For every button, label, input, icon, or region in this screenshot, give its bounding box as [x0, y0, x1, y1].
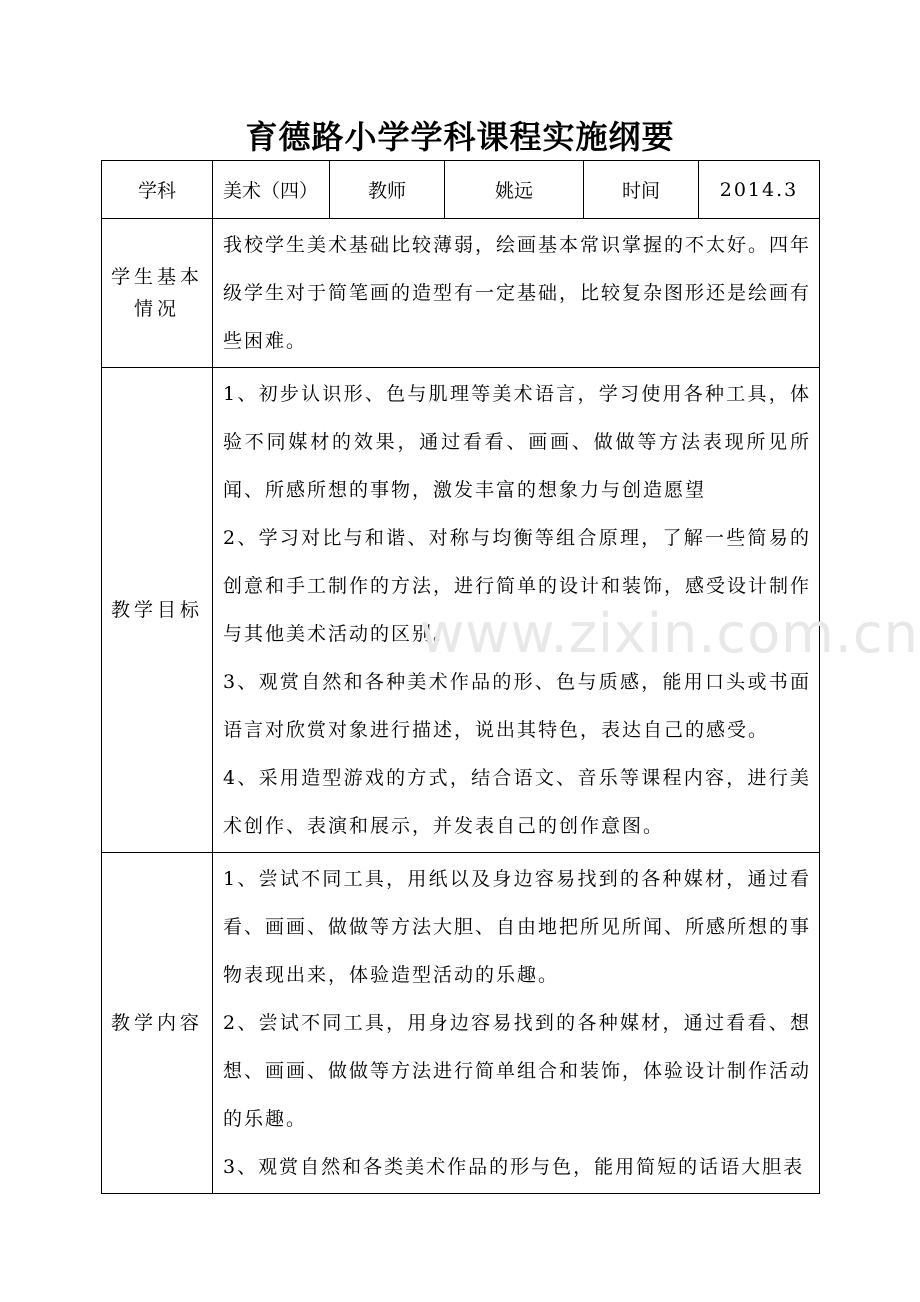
teacher-value: 姚远: [445, 161, 584, 219]
teacher-label: 教师: [330, 161, 445, 219]
time-value: 2014.3: [699, 161, 820, 219]
paragraph: 3、观赏自然和各种美术作品的形、色与质感，能用口头或书面语言对欣赏对象进行描述，说出其特色，表达自己的感受。: [223, 671, 811, 741]
subject-label: 学科: [102, 161, 213, 219]
paragraph: 4、采用造型游戏的方式，结合语文、音乐等课程内容，进行美术创作、表演和展示，并发表自己的创作意图。: [223, 767, 811, 837]
section-row-teaching-content: [102, 853, 820, 1194]
paragraph: 我校学生美术基础比较薄弱，绘画基本常识掌握的不太好。四年级学生对于简笔画的造型有一定基础，比较复杂图形还是绘画有些困难。: [223, 234, 812, 352]
paragraph: 2、尝试不同工具，用身边容易找到的各种媒材，通过看看、想想、画画、做做等方法进行简单组合和装饰，体验设计制作活动的乐趣。: [223, 1012, 812, 1130]
section-content: [213, 219, 820, 368]
section-row-student-info: [102, 219, 820, 368]
subject-value: 美术（四）: [213, 161, 330, 219]
watermark: www.zixin.com.cn: [420, 602, 919, 665]
section-label: 教学目标: [102, 368, 213, 853]
section-label: 学生基本情况: [102, 219, 213, 368]
paragraph: 2、学习对比与和谐、对称与均衡等组合原理，了解一些简易的创意和手工制作的方法，进行简单的设计和装饰，感受设计制作与其他美术活动的区别。: [223, 527, 812, 645]
header-row: [102, 161, 820, 219]
section-label: 教学内容: [102, 853, 213, 1194]
curriculum-table: [101, 160, 820, 1194]
paragraph: 3、观赏自然和各类美术作品的形与色，能用简短的话语大胆表: [223, 1156, 805, 1178]
paragraph: 1、尝试不同工具，用纸以及身边容易找到的各种媒材，通过看看、画画、做做等方法大胆、自由地把所见所闻、所感所想的事物表现出来，体验造型活动的乐趣。: [223, 868, 812, 986]
paragraph: 1、初步认识形、色与肌理等美术语言，学习使用各种工具，体验不同媒材的效果，通过看看、画画、做做等方法表现所见所闻、所感所想的事物，激发丰富的想象力与创造愿望: [223, 383, 811, 501]
time-label: 时间: [584, 161, 699, 219]
section-content: [213, 853, 820, 1194]
page-title: 育德路小学学科课程实施纲要: [245, 118, 675, 156]
